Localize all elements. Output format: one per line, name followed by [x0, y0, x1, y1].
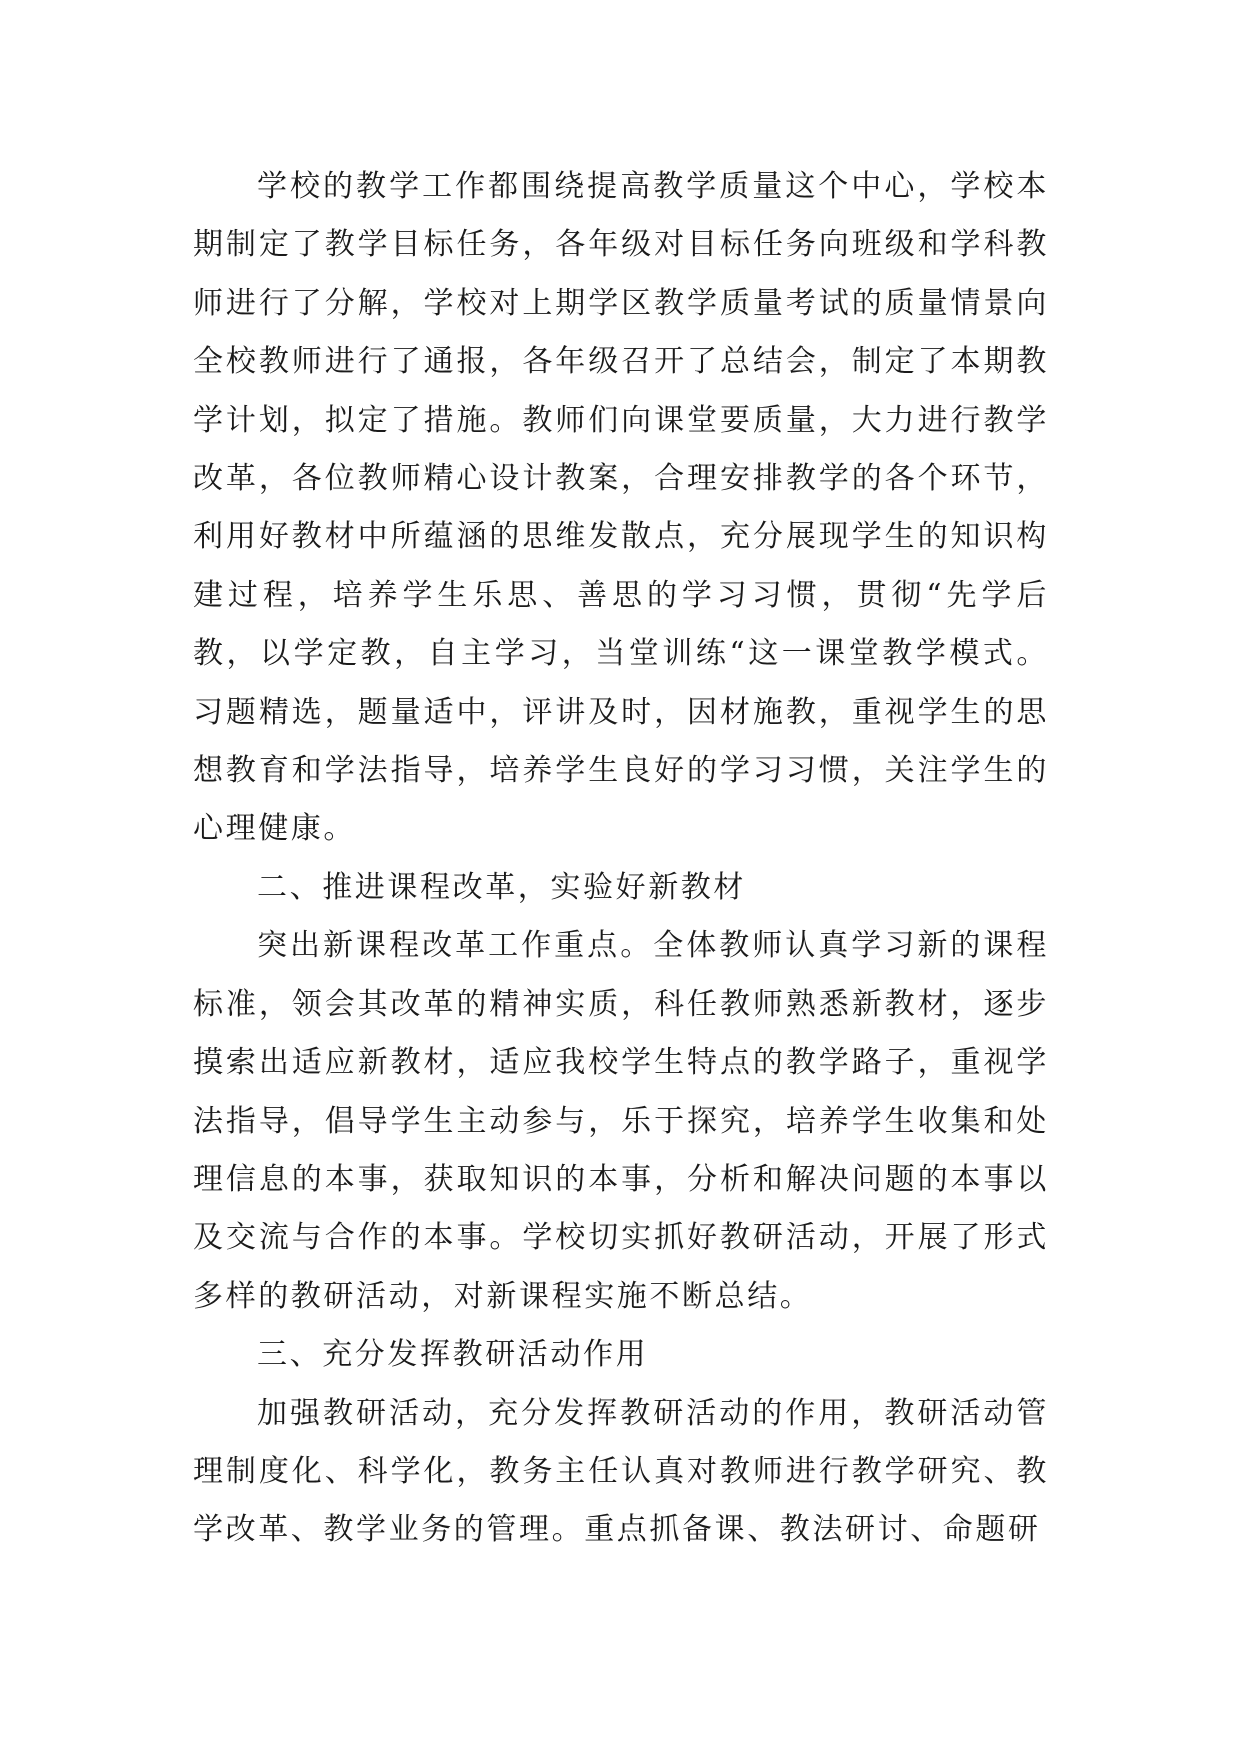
paragraph-teaching-research: 加强教研活动，充分发挥教研活动的作用，教研活动管理制度化、科学化，教务主任认真对教师进行教学研究、教学改革、教学业务的管理。重点抓备课、教法研讨、命题研: [193, 1395, 1049, 1548]
section-heading-curriculum-reform: 二、推进课程改革，实验好新教材: [257, 869, 746, 905]
document-body: [193, 158, 1049, 1560]
section-heading-teaching-research: 三、充分发挥教研活动作用: [257, 1337, 649, 1373]
paragraph-curriculum-reform: 突出新课程改革工作重点。全体教师认真学习新的课程标准，领会其改革的精神实质，科任教师熟悉新教材，逐步摸索出适应新教材，适应我校学生特点的教学路子，重视学法指导，倡导学生主动参与，乐于探究，培养学生收集和处理信息的本事，获取知识的本事，分析和解决问题的本事以及交流与合作的本事。学校切实抓好教研活动，开展了形式多样的教研活动，对新课程实施不断总结。: [193, 928, 1049, 1314]
paragraph-teaching-quality: 学校的教学工作都围绕提高教学质量这个中心，学校本期制定了教学目标任务，各年级对目标任务向班级和学科教师进行了分解，学校对上期学区教学质量考试的质量情景向全校教师进行了通报，各年级召开了总结会，制定了本期教学计划，拟定了措施。教师们向课堂要质量，大力进行教学改革，各位教师精心设计教案，合理安排教学的各个环节，利用好教材中所蕴涵的思维发散点，充分展现学生的知识构建过程，培养学生乐思、善思的学习习惯，贯彻“先学后教，以学定教，自主学习，当堂训练“这一课堂教学模式。习题精选，题量适中，评讲及时，因材施教，重视学生的思想教育和学法指导，培养学生良好的学习习惯，关注学生的心理健康。: [193, 169, 1049, 847]
